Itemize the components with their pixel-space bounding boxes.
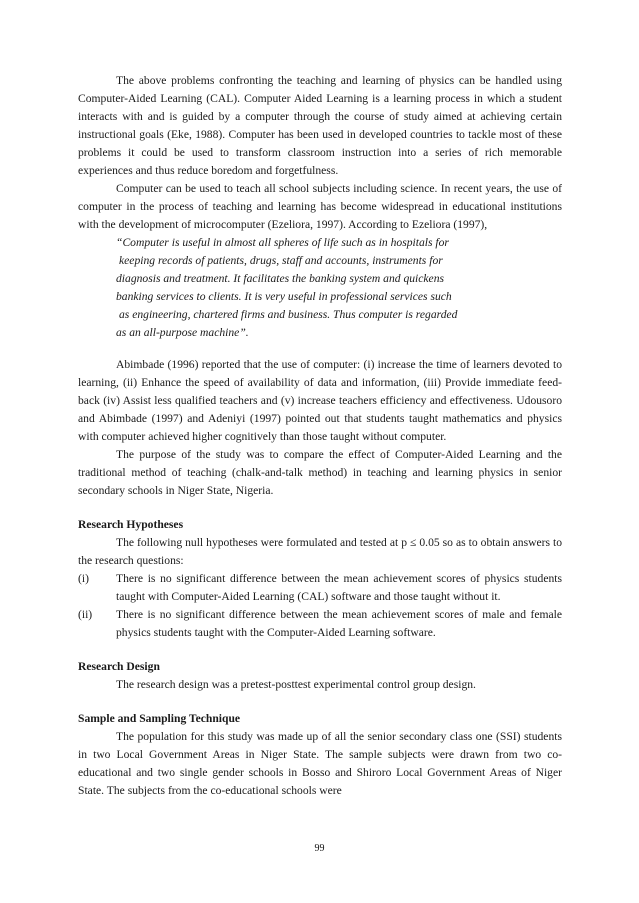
paragraph-abimbade: Abimbade (1996) reported that the use of computer: (i) increase the time of learners devoted to learning, (ii) Enhance the speed of availability of data and information, (iii) Provide immediate feed-back (iv) Assist less qualified teachers and (v) increase teachers efficiency and effectiveness. Udousoro and Abimbade (1997) and Adeniyi (1997) pointed out that students taught mathematics and physics with computer achieved higher cognitively than those taught without computer.	[78, 358, 562, 443]
paragraph-cal-intro: The above problems confronting the teaching and learning of physics can be handled using Computer-Aided Learning (CAL). Computer Aided Learning is a learning process in which a student interacts with and is guided by a computer through the course of study aimed at achieving certain instructional goals (Eke, 1988). Computer has been used in developed countries to tackle most of these problems it could be used to transform classroom instruction into a series of rich memorable experiences and thus reduce boredom and forgetfulness.	[78, 74, 562, 177]
page-number: 99	[314, 843, 325, 854]
hypothesis-number: (ii)	[78, 608, 93, 621]
hypothesis-text: There is no significant difference between the mean achievement scores of physics students taught with Computer-Aided Learning (CAL) software and those taught without it.	[116, 572, 562, 603]
quote-line: diagnosis and treatment. It facilitates the banking system and quickens	[116, 272, 445, 285]
hypotheses-intro: The following null hypotheses were formulated and tested at p ≤ 0.05 so as to obtain answers to the research questions:	[78, 536, 562, 567]
quote-line: “Computer is useful in almost all spheres of life such as in hospitals for	[116, 236, 449, 249]
hypothesis-item	[78, 606, 562, 642]
hypothesis-number: (i)	[78, 572, 89, 585]
block-quote	[116, 234, 562, 342]
heading-research-hypotheses: Research Hypotheses	[78, 518, 184, 531]
quote-line: as an all-purpose machine”.	[116, 326, 249, 339]
body-text	[78, 72, 562, 800]
heading-sample-sampling: Sample and Sampling Technique	[78, 712, 241, 725]
hypothesis-item	[78, 570, 562, 606]
research-design-text: The research design was a pretest-posttest experimental control group design.	[116, 678, 476, 691]
hypothesis-text: There is no significant difference between the mean achievement scores of male and female physics students taught with the Computer-Aided Learning software.	[116, 608, 562, 639]
heading-research-design: Research Design	[78, 660, 160, 673]
quote-line: as engineering, chartered firms and business. Thus computer is regarded	[119, 308, 458, 321]
quote-line: banking services to clients. It is very useful in professional services such	[116, 290, 452, 303]
paragraph-purpose: The purpose of the study was to compare the effect of Computer-Aided Learning and the traditional method of teaching (chalk-and-talk method) in teaching and learning physics in senior secondary schools in Niger State, Nigeria.	[78, 448, 562, 497]
paragraph-computer-subjects: Computer can be used to teach all school subjects including science. In recent years, the use of computer in the process of teaching and learning has become widespread in educational institutions with the development of microcomputer (Ezeliora, 1997). According to Ezeliora (1997),	[78, 182, 562, 231]
quote-line: keeping records of patients, drugs, staff and accounts, instruments for	[119, 254, 443, 267]
sampling-text: The population for this study was made up of all the senior secondary class one (SSI) students in two Local Government Areas in Niger State. The sample subjects were drawn from two co-educational and two single gender schools in Bosso and Shiroro Local Government Areas of Niger State. The subjects from the co-educational schools were	[78, 730, 562, 797]
